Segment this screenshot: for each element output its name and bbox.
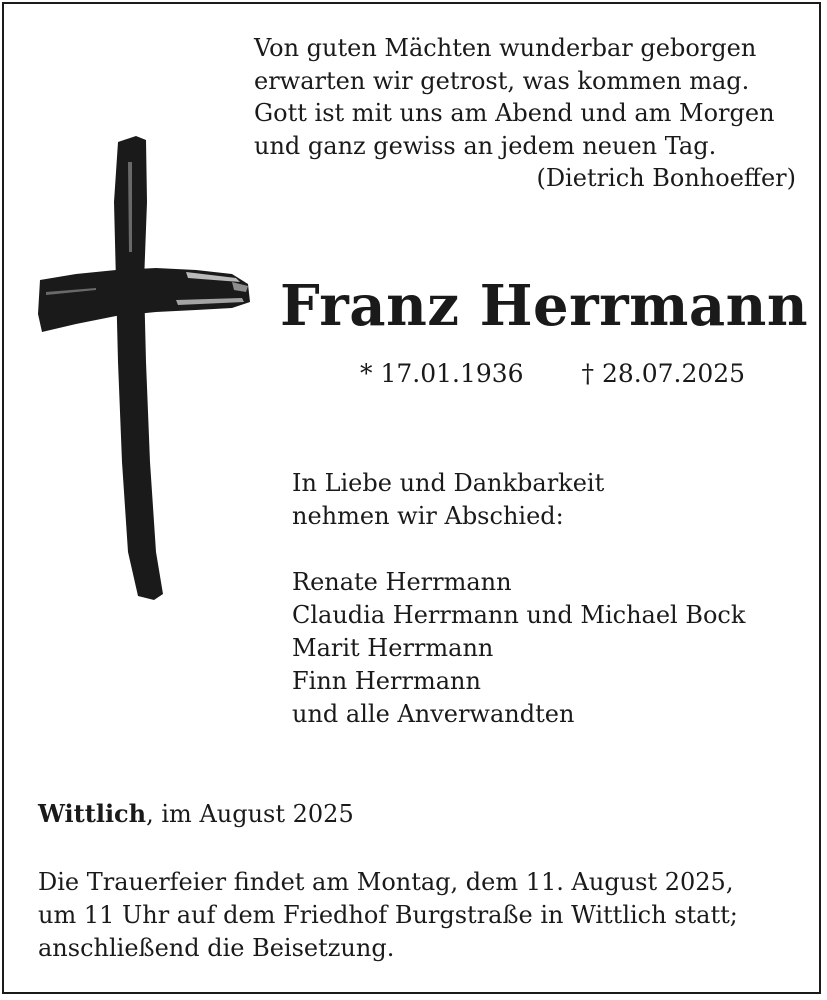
deceased-name: Franz Herrmann	[280, 273, 809, 339]
mourner-name: Claudia Herrmann und Michael Bock	[292, 601, 746, 629]
town-name: Wittlich	[38, 799, 147, 828]
mourner-name: Marit Herrmann	[292, 634, 494, 662]
life-dates	[360, 356, 800, 392]
birth-date: * 17.01.1936	[360, 359, 524, 388]
mourners-list	[292, 566, 812, 731]
mourner-name: Renate Herrmann	[292, 568, 512, 596]
farewell-line: In Liebe und Dankbarkeit	[292, 469, 605, 497]
farewell-line: nehmen wir Abschied:	[292, 502, 564, 530]
poem-author: (Dietrich Bonhoeffer)	[536, 164, 796, 192]
poem-line: und ganz gewiss an jedem neuen Tag.	[254, 131, 717, 160]
place-and-date	[38, 797, 798, 831]
funeral-service-info	[38, 866, 808, 965]
poem-line: Gott ist mit uns am Abend und am Morgen	[254, 99, 775, 127]
poem-line: Von guten Mächten wunderbar geborgen	[254, 34, 757, 62]
service-line: Die Trauerfeier findet am Montag, dem 11. August 2025,	[38, 868, 734, 896]
bonhoeffer-poem	[254, 32, 814, 195]
death-date: † 28.07.2025	[581, 359, 746, 388]
poem-line: erwarten wir getrost, was kommen mag.	[254, 66, 750, 95]
farewell-text	[292, 467, 812, 533]
brush-stroke-cross-icon	[36, 132, 254, 604]
mourner-name: Finn Herrmann	[292, 667, 481, 695]
mourner-name: und alle Anverwandten	[292, 700, 575, 728]
service-line: anschließend die Beisetzung.	[38, 934, 395, 962]
month-year: , im August 2025	[146, 800, 354, 828]
service-line: um 11 Uhr auf dem Friedhof Burgstraße in Wittlich statt;	[38, 901, 738, 929]
